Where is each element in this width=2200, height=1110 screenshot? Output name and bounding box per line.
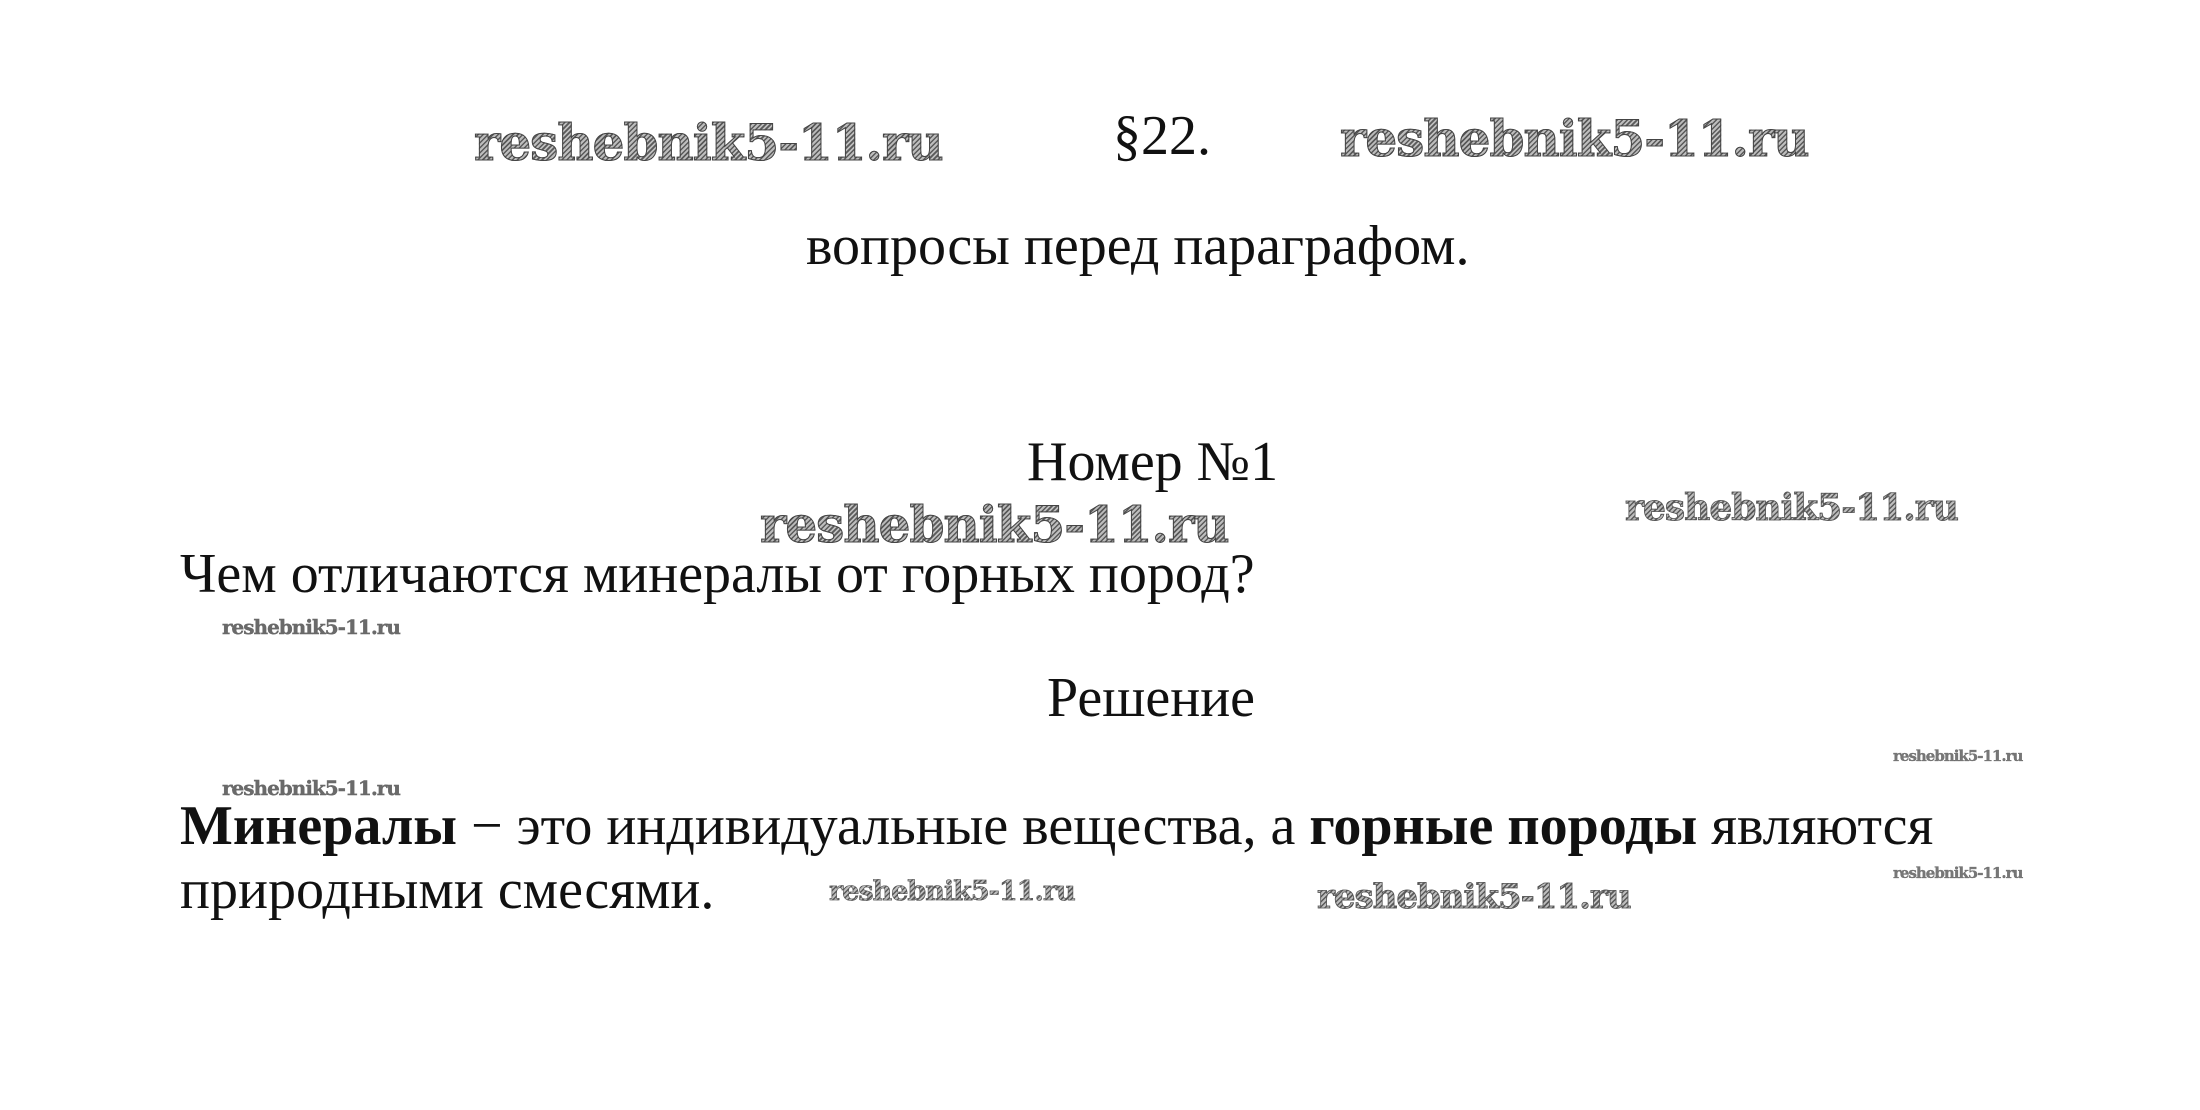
watermark-logo: reshebnik5-11.ru [829, 876, 1075, 907]
answer-text-1: − это индивидуальные вещества, а [457, 795, 1310, 857]
watermark-logo: reshebnik5-11.ru [1893, 864, 2023, 882]
answer-text-2: являются [1697, 795, 1934, 857]
watermark-logo: reshebnik5-11.ru [222, 615, 400, 639]
watermark-logo: reshebnik5-11.ru [474, 113, 943, 172]
section-number: §22. [1113, 105, 1211, 167]
section-subtitle: вопросы перед параграфом. [806, 215, 1470, 277]
watermark-logo: reshebnik5-11.ru [1317, 877, 1631, 917]
solution-answer [180, 794, 2060, 922]
answer-line-2: природными смесями. [180, 859, 715, 921]
problem-title: Номер №1 [1027, 431, 1279, 493]
problem-question: Чем отличаются минералы от горных пород? [180, 543, 1255, 605]
term-minerals: Минералы [180, 795, 458, 857]
watermark-logo: reshebnik5-11.ru [1625, 487, 1958, 529]
term-rocks: горные породы [1309, 795, 1698, 857]
watermark-logo: reshebnik5-11.ru [760, 495, 1229, 554]
watermark-logo: reshebnik5-11.ru [1340, 109, 1809, 168]
answer-line-1 [180, 794, 2060, 858]
watermark-logo: reshebnik5-11.ru [222, 776, 400, 800]
solution-title: Решение [1047, 667, 1256, 729]
watermark-logo: reshebnik5-11.ru [1893, 747, 2023, 765]
